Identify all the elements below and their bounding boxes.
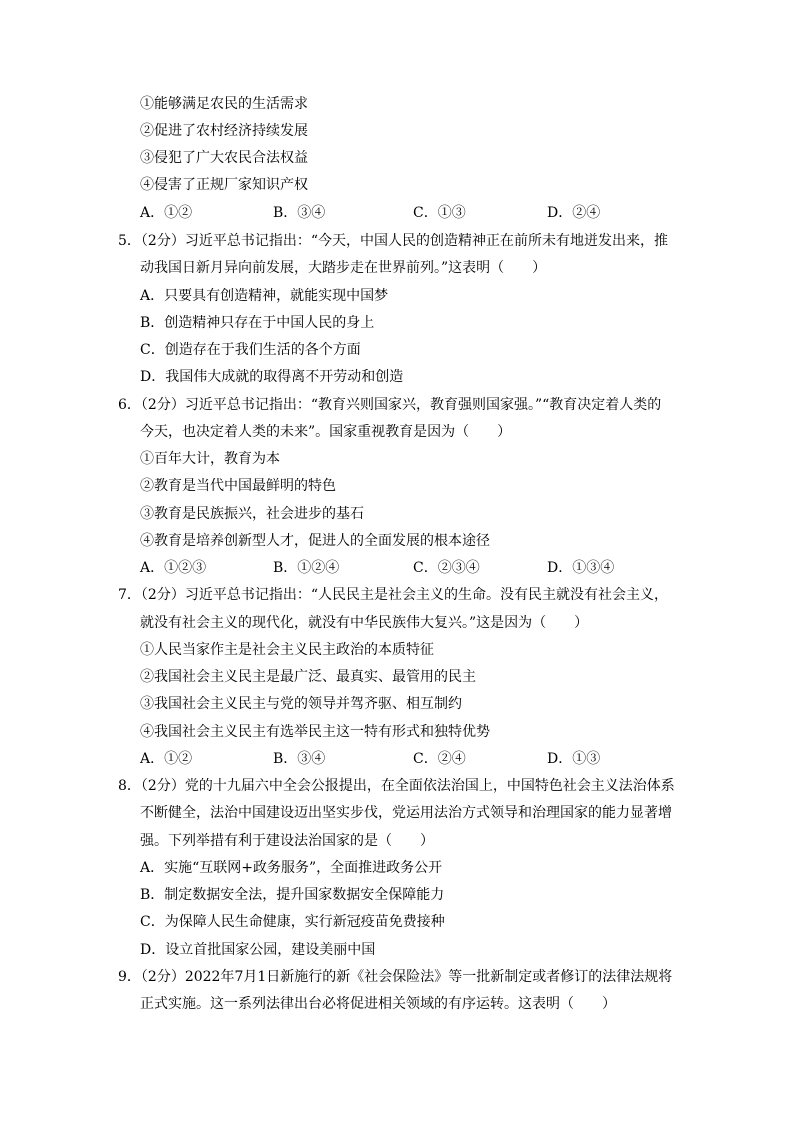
q4-option-a: A．①②	[140, 205, 193, 221]
q6-stem-line-1: 6．（2分）习近平总书记指出：“教育兴则国家兴，教育强则国家强。”“教育决定着人类的	[118, 397, 662, 413]
q7-stem-line-1: 7．（2分）习近平总书记指出：“人民民主是社会主义的生命。没有民主就没有社会主义，	[118, 587, 668, 603]
q8-option-d: D．设立首批国家公园，建设美丽中国	[140, 942, 376, 958]
q7-statement-4: ④我国社会主义民主有选举民主这一特有形式和独特优势	[140, 724, 490, 740]
q7-options	[140, 749, 740, 769]
q8-stem-line-2: 不断健全，法治中国建设迈出坚实步伐，党运用法治方式领导和治理国家的能力显著增	[140, 805, 672, 821]
q6-option-a: A．①②③	[140, 560, 207, 576]
q7-statement-3: ③我国社会主义民主与党的领导并驾齐驱、相互制约	[140, 696, 462, 712]
q4-option-c: C．①③	[413, 205, 466, 221]
q5-option-b: B．创造精神只存在于中国人民的身上	[140, 315, 375, 331]
q7-option-c: C．②④	[413, 751, 466, 767]
q4-option-d: D．②④	[547, 205, 601, 221]
q6-option-c: C．②③④	[413, 560, 480, 576]
q6-option-b: B．①②④	[273, 560, 340, 576]
q7-statement-2: ②我国社会主义民主是最广泛、最真实、最管用的民主	[140, 669, 476, 685]
q7-stem-line-2: 就没有社会主义的现代化，就没有中华民族伟大复兴。”这是因为（ ）	[140, 615, 589, 631]
q8-option-a: A．实施“互联网+政务服务”，全面推进政务公开	[140, 860, 443, 876]
q5-option-c: C．创造存在于我们生活的各个方面	[140, 342, 361, 358]
q8-option-b: B．制定数据安全法，提升国家数据安全保障能力	[140, 887, 445, 903]
q9-stem-line-1: 9．（2分）2022年7月1日新施行的新《社会保险法》等一批新制定或者修订的法律法规将	[118, 969, 673, 985]
q6-statement-2: ②教育是当代中国最鲜明的特色	[140, 478, 336, 494]
q7-option-a: A．①②	[140, 751, 193, 767]
q4-statement-4: ④侵害了正规厂家知识产权	[140, 177, 308, 193]
q6-statement-1: ①百年大计，教育为本	[140, 451, 280, 467]
q6-stem-line-2: 今天，也决定着人类的未来”。国家重视教育是因为（ ）	[140, 424, 512, 440]
q4-option-b: B．③④	[273, 205, 326, 221]
q8-stem-line-3: 强。下列举措有利于建设法治国家的是（ ）	[140, 833, 434, 849]
q6-options	[140, 558, 740, 578]
q7-option-b: B．③④	[273, 751, 326, 767]
q6-option-d: D．①③④	[547, 560, 615, 576]
q4-options	[140, 203, 740, 223]
q4-statement-2: ②促进了农村经济持续发展	[140, 123, 308, 139]
q4-statement-1: ①能够满足农民的生活需求	[140, 96, 308, 112]
q8-stem-line-1: 8．（2分）党的十九届六中全会公报提出，在全面依法治国上，中国特色社会主义法治体系	[118, 778, 675, 794]
q5-stem-line-1: 5．（2分）习近平总书记指出：“今天，中国人民的创造精神正在前所未有地迸发出来，推	[118, 233, 668, 249]
q7-statement-1: ①人民当家作主是社会主义民主政治的本质特征	[140, 642, 434, 658]
q7-option-d: D．①③	[547, 751, 601, 767]
q6-statement-4: ④教育是培养创新型人才，促进人的全面发展的根本途径	[140, 533, 490, 549]
q8-option-c: C．为保障人民生命健康，实行新冠疫苗免费接种	[140, 914, 445, 930]
q6-statement-3: ③教育是民族振兴，社会进步的基石	[140, 506, 364, 522]
q4-statement-3: ③侵犯了广大农民合法权益	[140, 150, 308, 166]
q9-stem-line-2: 正式实施。这一系列法律出台必将促进相关领域的有序运转。这表明（ ）	[140, 996, 616, 1012]
q5-option-a: A．只要具有创造精神，就能实现中国梦	[140, 288, 389, 304]
q5-option-d: D．我国伟大成就的取得离不开劳动和创造	[140, 369, 404, 385]
q5-stem-line-2: 动我国日新月异向前发展，大踏步走在世界前列。”这表明（ ）	[140, 260, 547, 276]
